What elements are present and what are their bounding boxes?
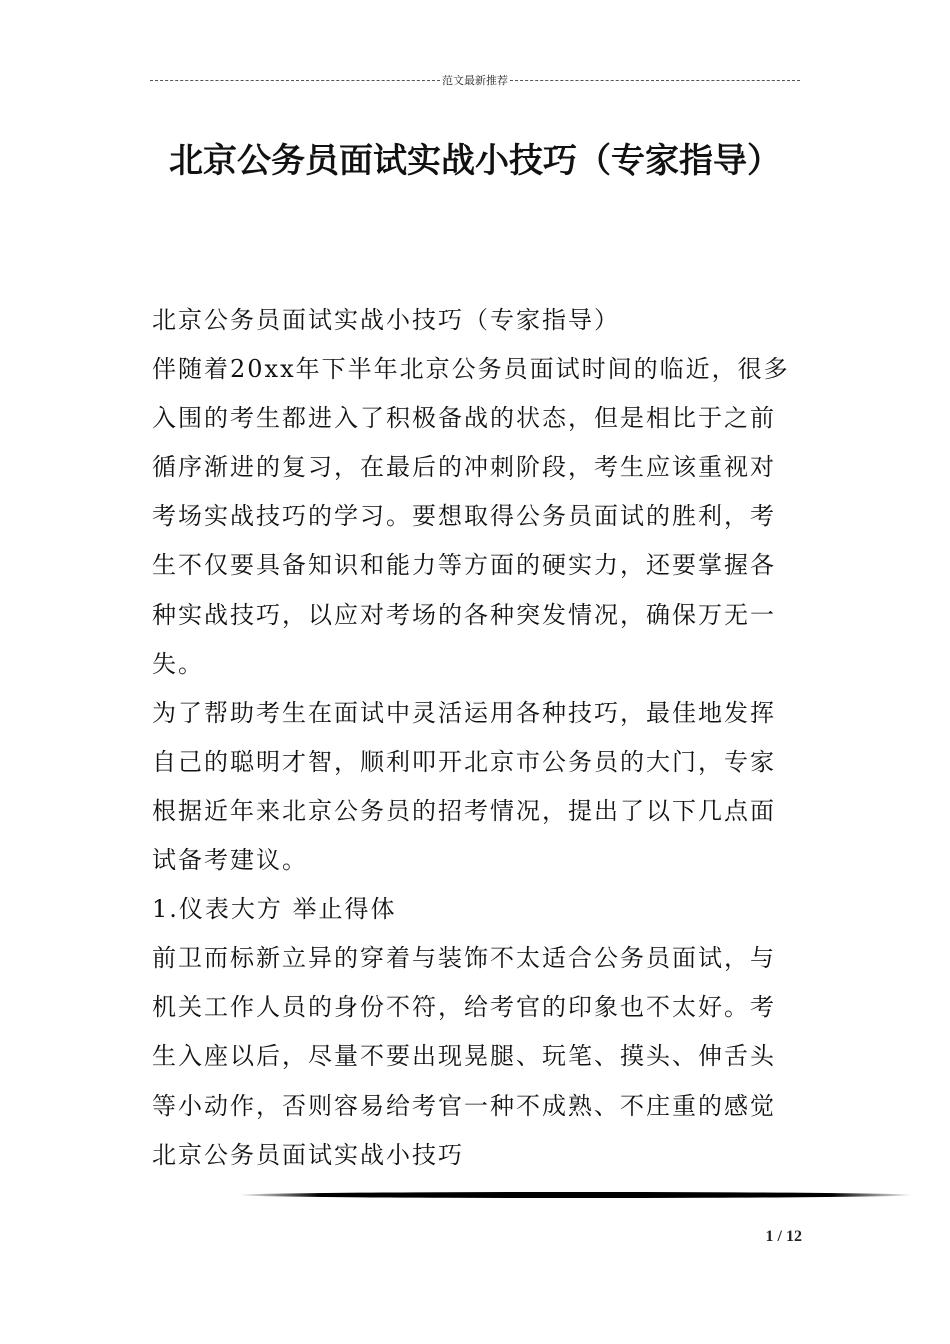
page-number: 1 / 12 [765,1228,802,1245]
purpose-paragraph: 为了帮助考生在面试中灵活运用各种技巧，最佳地发挥自己的聪明才智，顺利叩开北京市公务员的大门，专家根据近年来北京公务员的招考情况，提出了以下几点面试备考建议。 [152,698,776,875]
footer-rule [238,1192,913,1198]
document-body [152,296,792,1180]
subtitle-paragraph: 北京公务员面试实战小技巧（专家指导） [152,306,620,334]
intro-paragraph: 伴随着20xx年下半年北京公务员面试时间的临近，很多入围的考生都进入了积极备战的状态，但是相比于之前循序渐进的复习，在最后的冲刺阶段，考生应该重视对考场实战技巧的学习。要想取得公务员面试的胜利，考生不仅要具备知识和能力等方面的硬实力，还要掌握各种实战技巧，以应对考场的各种突发情况，确保万无一失。 [152,355,790,678]
header-text: 范文最新推荐 [442,74,508,87]
page-header [150,70,800,90]
section-1-paragraph: 前卫而标新立异的穿着与装饰不太适合公务员面试，与机关工作人员的身份不符，给考官的印象也不太好。考生入座以后，尽量不要出现晃腿、玩笔、摸头、伸舌头等小动作，否则容易给考官一种不成熟、不庄重的感觉北京公务员面试实战小技巧 [152,944,776,1169]
header-dash-left [150,80,440,81]
section-heading-1: 1.仪表大方 举止得体 [152,895,397,924]
header-dash-right [510,80,800,81]
document-title: 北京公务员面试实战小技巧（专家指导） [169,141,781,181]
